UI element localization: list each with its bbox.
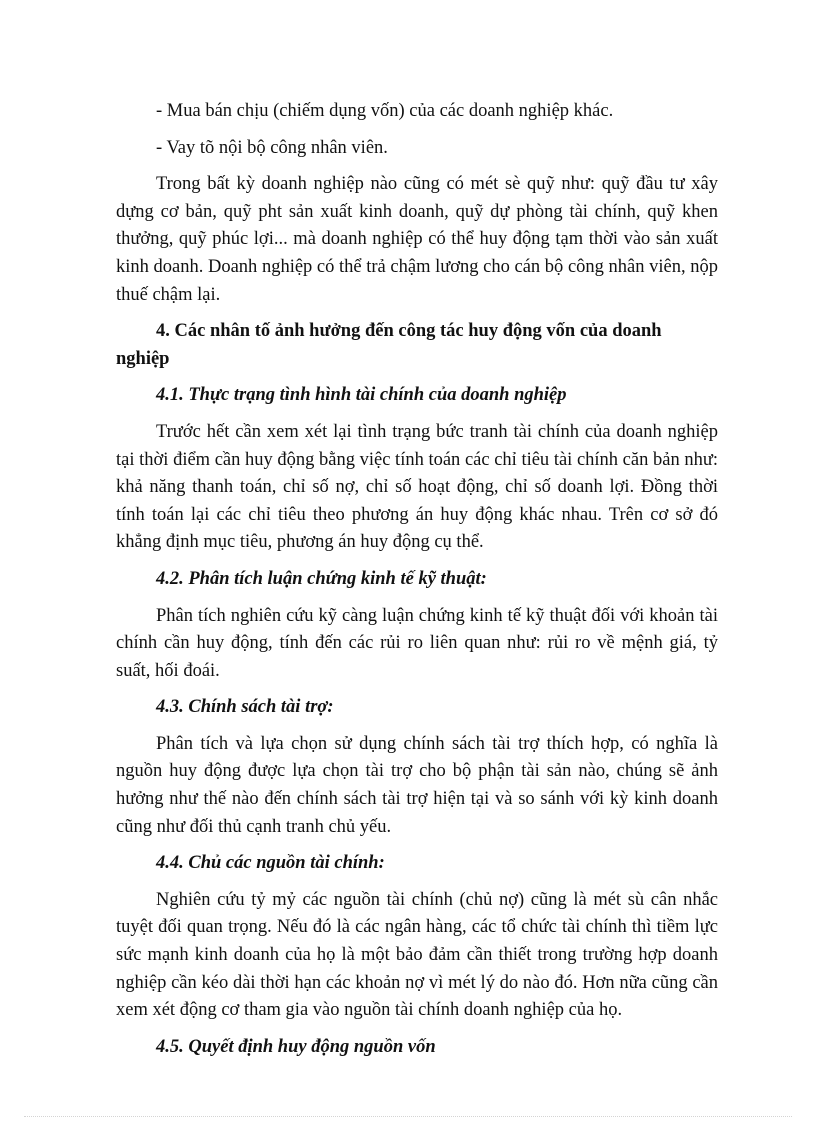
subsection-heading-4-3: 4.3. Chính sách tài trợ:: [156, 697, 334, 718]
subsection-heading-4-1: 4.1. Thực trạng tình hình tài chính của doanh nghiệp: [156, 385, 567, 406]
bullet-trade-credit: - Mua bán chịu (chiếm dụng vốn) của các doanh nghiệp khác.: [156, 101, 614, 121]
subsection-text-4-1: Trước hết cần xem xét lại tình trạng bức tranh tài chính của doanh nghiệp tại thời điểm cần huy động bằng việc tính toán các chỉ tiêu tài chính căn bản như: khả năng thanh toán, chỉ số nợ, chỉ số hoạt động, chỉ số doanh lợi. Đồng thời tính toán lại các chỉ tiêu theo phương án huy động khác nhau. Trên cơ sở đó khẳng định mục tiêu, phương án huy động cụ thể.: [116, 421, 718, 553]
page-bottom-divider: [24, 1116, 792, 1117]
document-body: [116, 98, 718, 1070]
subsection-heading-4-2: 4.2. Phân tích luận chứng kinh tế kỹ thuật:: [156, 568, 487, 589]
subsection-heading-4-5: 4.5. Quyết định huy động nguồn vốn: [156, 1036, 436, 1057]
subsection-text-4-2: Phân tích nghiên cứu kỹ càng luận chứng kinh tế kỹ thuật đối với khoản tài chính cần huy động, tính đến các rủi ro liên quan như: rủi ro về mệnh giá, tỷ suất, hối đoái.: [116, 605, 718, 681]
subsection-text-4-4: Nghiên cứu tỷ mỷ các nguồn tài chính (chủ nợ) cũng là mét sù cân nhắc tuyệt đối quan trọng. Nếu đó là các ngân hàng, các tổ chức tài chính thì tiềm lực sức mạnh kinh doanh của họ là một bảo đảm cần thiết trong trường hợp doanh nghiệp cần kéo dài thời hạn các khoản nợ vì mét lý do nào đó. Hơn nữa cũng cần xem xét động cơ tham gia vào nguồn tài chính doanh nghiệp của họ.: [116, 889, 718, 1021]
bullet-employee-loans: - Vay tõ nội bộ công nhân viên.: [156, 137, 388, 158]
subsection-heading-4-4: 4.4. Chủ các nguồn tài chính:: [156, 853, 385, 874]
subsection-text-4-3: Phân tích và lựa chọn sử dụng chính sách tài trợ thích hợp, có nghĩa là nguồn huy động được lựa chọn tài trợ cho bộ phận tài sản nào, chúng sẽ ảnh hưởng như thế nào đến chính sách tài trợ hiện tại và so sánh với kỳ kinh doanh cũng như đối thủ cạnh tranh chủ yếu.: [116, 733, 718, 837]
paragraph-internal-funds: Trong bất kỳ doanh nghiệp nào cũng có mét sè quỹ như: quỹ đầu tư xây dựng cơ bản, quỹ pht sản xuất kinh doanh, quỹ dự phòng tài chính, quỹ khen thưởng, quỹ phúc lợi... mà doanh nghiệp có thể huy động tạm thời vào sản xuất kinh doanh. Doanh nghiệp có thể trả chậm lương cho cán bộ công nhân viên, nộp thuế chậm lại.: [116, 174, 718, 305]
section-heading: 4. Các nhân tố ảnh hưởng đến công tác huy động vốn của doanh nghiệp: [116, 321, 662, 369]
